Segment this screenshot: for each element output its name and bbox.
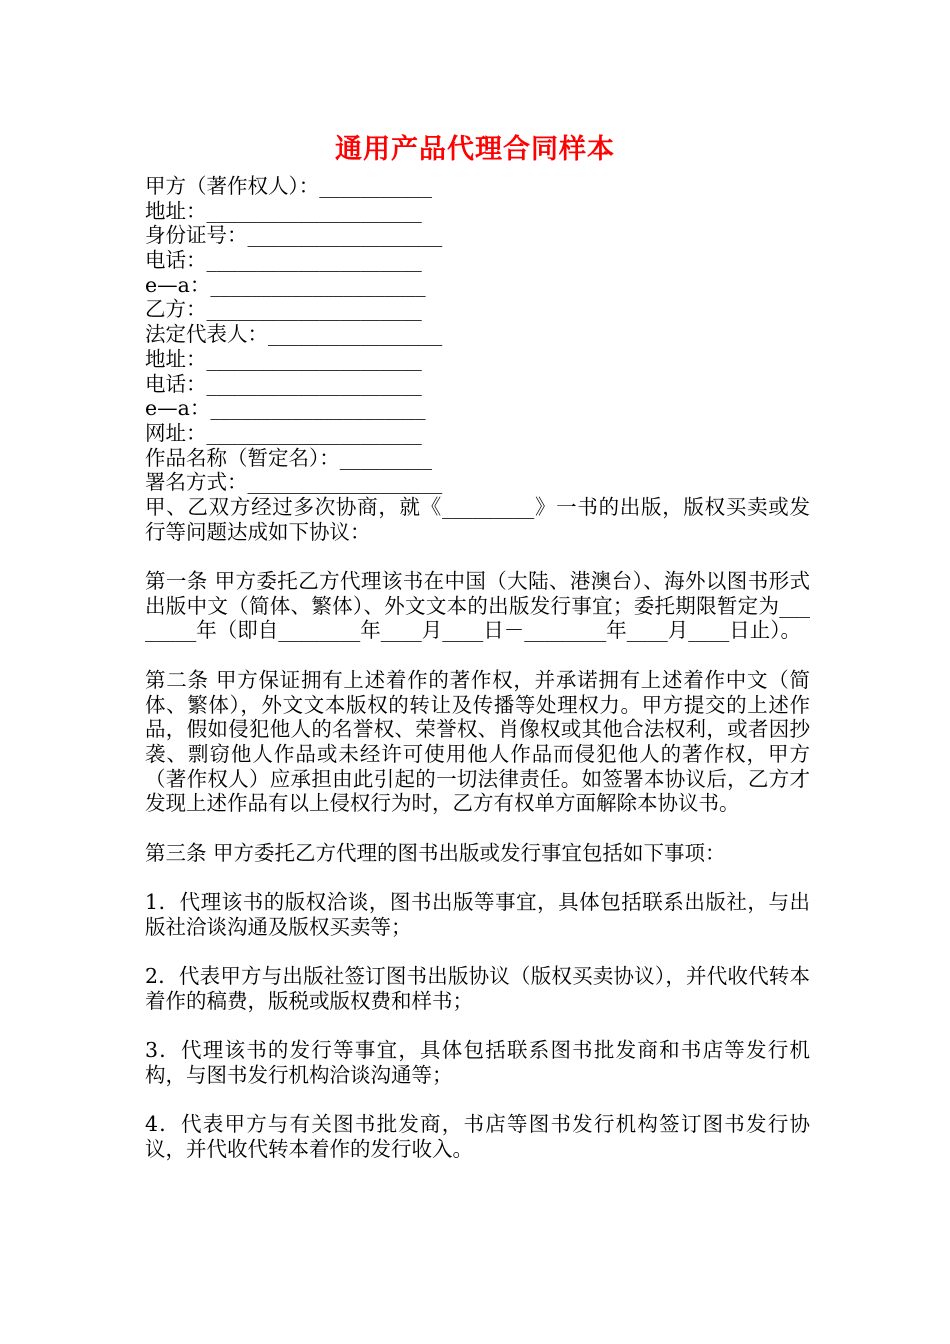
field-id-number: 身份证号：___________________ — [145, 223, 443, 248]
item-1: 1．代理该书的版权洽谈，图书出版等事宜，具体包括联系出版社，与出版社洽谈沟通及版权买卖等； — [145, 890, 810, 939]
document-body — [145, 174, 810, 1162]
paragraph-gap — [145, 544, 810, 569]
field-party-b: 乙方：_____________________ — [145, 297, 422, 322]
field-signature-method: 署名方式：___________________ — [145, 470, 443, 495]
article-2: 第二条 甲方保证拥有上述着作的著作权，并承诺拥有上述着作中文（简体、繁体），外文文本版权的转让及传播等处理权力。甲方提交的上述作品，假如侵犯他人的名誉权、荣誉权、肖像权或其他合法权利，或者因抄袭、剽窃他人作品或未经许可使用他人作品而侵犯他人的著作权，甲方（著作权人）应承担由此引起的一切法律责任。如签署本协议后，乙方才发现上述作品有以上侵权行为时，乙方有权单方面解除本协议书。 — [145, 667, 810, 816]
item-3: 3．代理该书的发行等事宜，具体包括联系图书批发商和书店等发行机构，与图书发行机构洽谈沟通等； — [145, 1038, 810, 1088]
paragraph-gap — [145, 865, 810, 890]
field-work-title: 作品名称（暂定名）：_________ — [145, 445, 432, 470]
field-address-b: 地址：_____________________ — [145, 346, 422, 371]
field-website: 网址：_____________________ — [145, 420, 422, 445]
paragraph-gap — [145, 816, 810, 841]
field-legal-representative: 法定代表人：_________________ — [145, 322, 443, 347]
paragraph-gap — [145, 1014, 810, 1039]
field-email-a: e—a：_____________________ — [145, 272, 426, 297]
paragraph-gap — [145, 940, 810, 965]
item-4: 4．代表甲方与有关图书批发商，书店等图书发行机构签订图书发行协议，并代收代转本着作的发行收入。 — [145, 1112, 810, 1162]
paragraph-gap — [145, 1088, 810, 1113]
field-email-b: e—a：_____________________ — [145, 396, 426, 421]
field-phone-a: 电话：_____________________ — [145, 248, 422, 273]
document-title: 通用产品代理合同样本 — [335, 134, 615, 165]
paragraph-gap — [145, 643, 810, 668]
article-1: 第一条 甲方委托乙方代理该书在中国（大陆、港澳台）、海外以图书形式出版中文（简体、繁体）、外文文本的出版发行事宜；委托期限暂定为________年（即自________年____月____日－________年____月____日止）。 — [145, 569, 810, 643]
article-3: 第三条 甲方委托乙方代理的图书出版或发行事宜包括如下事项： — [145, 840, 726, 865]
field-phone-b: 电话：_____________________ — [145, 371, 422, 396]
intro-paragraph: 甲、乙双方经过多次协商，就《_________》一书的出版，版权买卖或发行等问题达成如下协议： — [145, 494, 810, 544]
field-address-a: 地址：_____________________ — [145, 198, 422, 223]
item-2: 2．代表甲方与出版社签订图书出版协议（版权买卖协议），并代收代转本着作的稿费，版税或版权费和样书； — [145, 964, 810, 1013]
field-party-a: 甲方（著作权人）：___________ — [145, 174, 432, 198]
